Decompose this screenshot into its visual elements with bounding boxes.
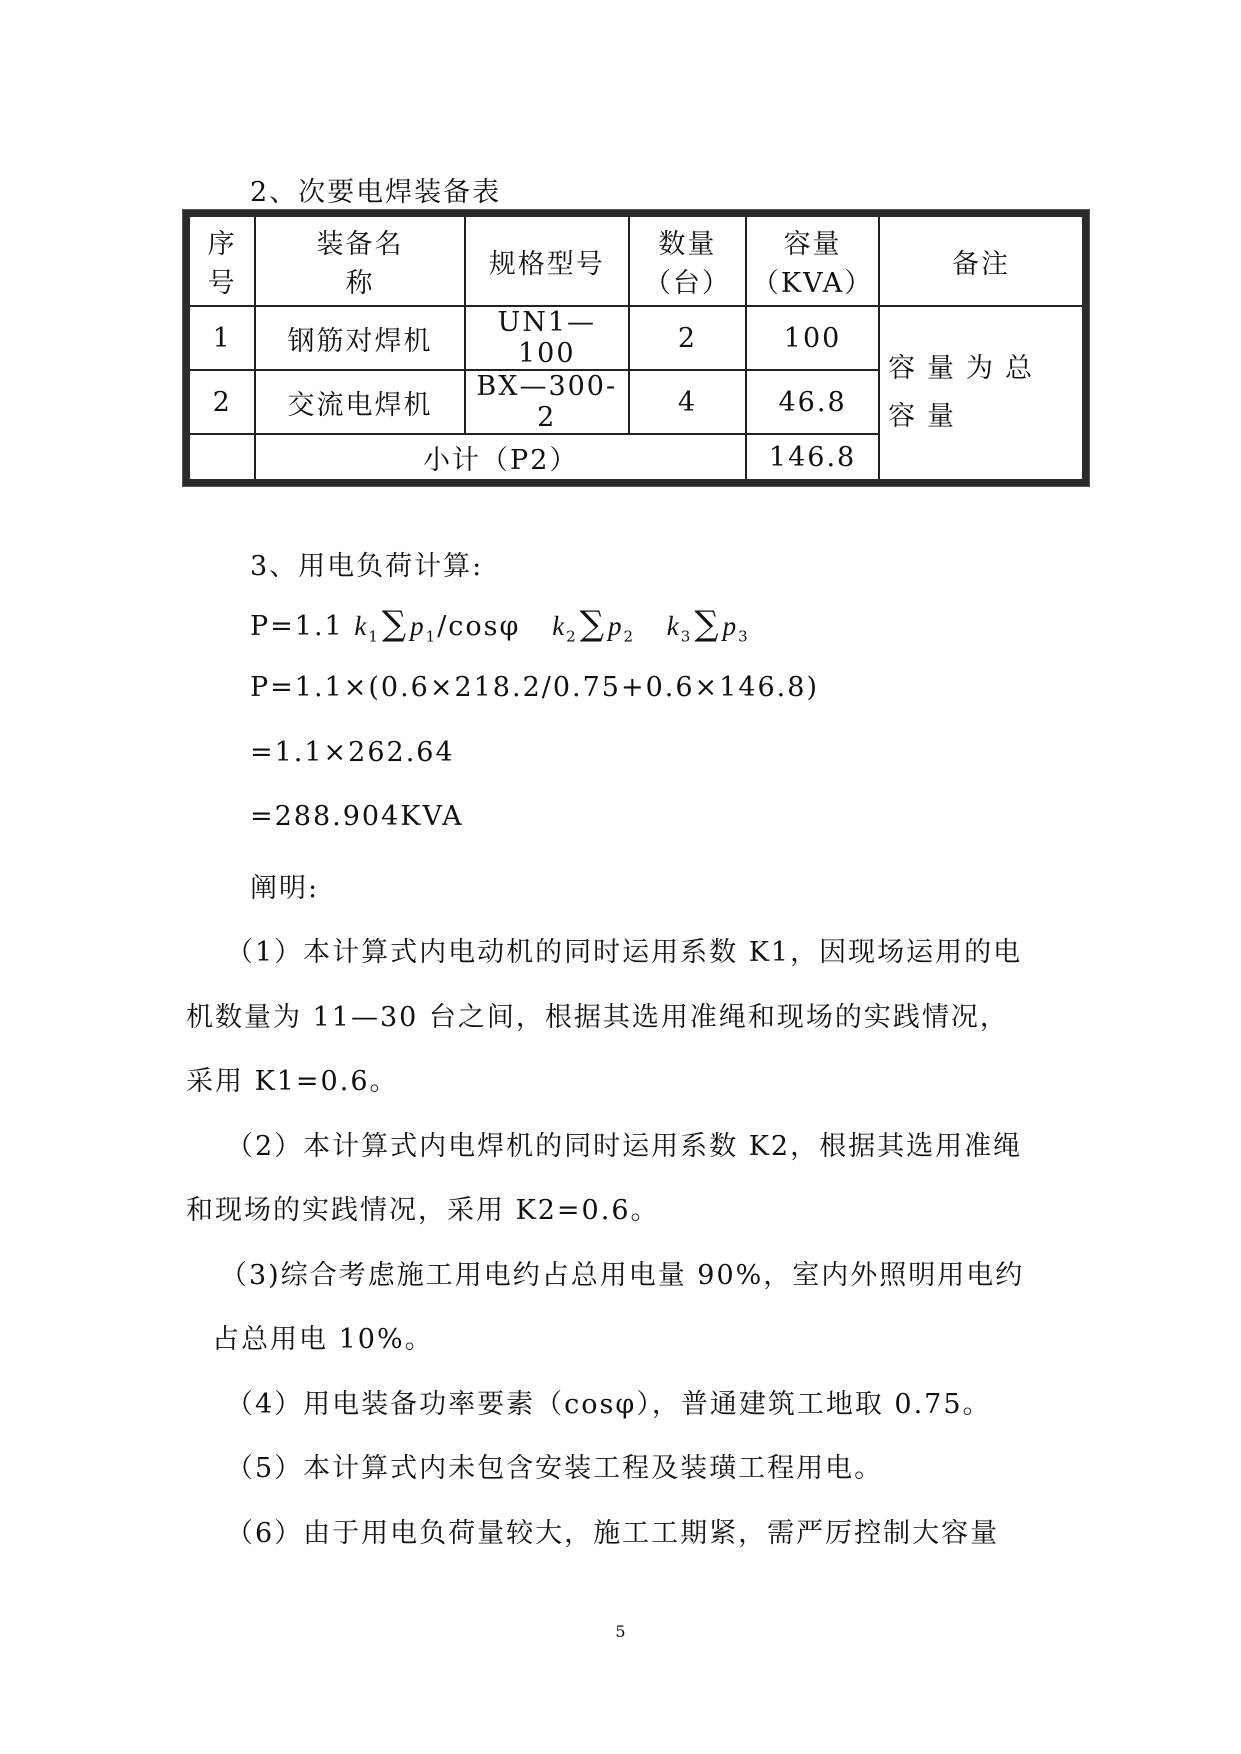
note-line: （5）本计算式内未包含安装工程及装璜工程用电。 (226, 1453, 884, 1484)
note-line: （1）本计算式内电动机的同时运用系数 K1，因现场运用的电 (226, 937, 1023, 968)
explain-title: 阐明: (250, 873, 320, 904)
section-2-title: 2、次要电焊装备表 (250, 177, 502, 208)
section-3-title: 3、用电负荷计算: (250, 551, 484, 582)
subtotal-value: 146.8 (746, 434, 879, 483)
calc-line: =288.904KVA (250, 801, 464, 832)
table-header-row (187, 214, 1086, 307)
page-number: 5 (615, 1622, 626, 1641)
note-line: （6）由于用电负荷量较大，施工工期紧，需严厉控制大容量 (226, 1518, 1000, 1549)
note-line: （3)综合考虑施工用电约占总用电量 90%，室内外照明用电约 (220, 1260, 1025, 1291)
header-seq: 序 号 (187, 214, 256, 307)
cell-model: BX—300-2 (465, 370, 629, 434)
note-line: 机数量为 11—30 台之间，根据其选用准绳和现场的实践情况， (186, 1002, 1009, 1033)
cell-seq: 1 (187, 306, 256, 370)
cell-remark: 容量为总容量 (879, 306, 1085, 483)
cell-qty: 2 (629, 306, 746, 370)
load-formula: P=1.1 $k_1\sum p_1$/cosφ $k_2\sum p_2$ $k_3\sum p_3$ (250, 604, 750, 646)
header-qty: 数量 （台） (629, 214, 746, 307)
cell-qty: 4 (629, 370, 746, 434)
welding-equipment-table (183, 210, 1089, 486)
cell-model: UN1—100 (465, 306, 629, 370)
note-line: 和现场的实践情况，采用 K2=0.6。 (186, 1195, 660, 1226)
header-capacity: 容量 （KVA） (746, 214, 879, 307)
cell-capacity: 46.8 (746, 370, 879, 434)
header-name: 装备名 称 (255, 214, 464, 307)
cell-empty (187, 434, 256, 483)
cell-capacity: 100 (746, 306, 879, 370)
table-row (187, 306, 1086, 370)
note-line: 采用 K1=0.6。 (186, 1066, 399, 1097)
calc-line: P=1.1×(0.6×218.2/0.75+0.6×146.8) (250, 672, 819, 703)
calc-line: =1.1×262.64 (250, 737, 455, 768)
subtotal-label: 小计（P2） (255, 434, 746, 483)
header-remark: 备注 (879, 214, 1085, 307)
note-line: 占总用电 10%。 (212, 1324, 434, 1355)
header-model: 规格型号 (465, 214, 629, 307)
note-line: （2）本计算式内电焊机的同时运用系数 K2，根据其选用准绳 (226, 1131, 1023, 1162)
cell-seq: 2 (187, 370, 256, 434)
cell-name: 交流电焊机 (255, 370, 464, 434)
note-line: （4）用电装备功率要素（cosφ），普通建筑工地取 0.75。 (226, 1389, 992, 1420)
cell-name: 钢筋对焊机 (255, 306, 464, 370)
